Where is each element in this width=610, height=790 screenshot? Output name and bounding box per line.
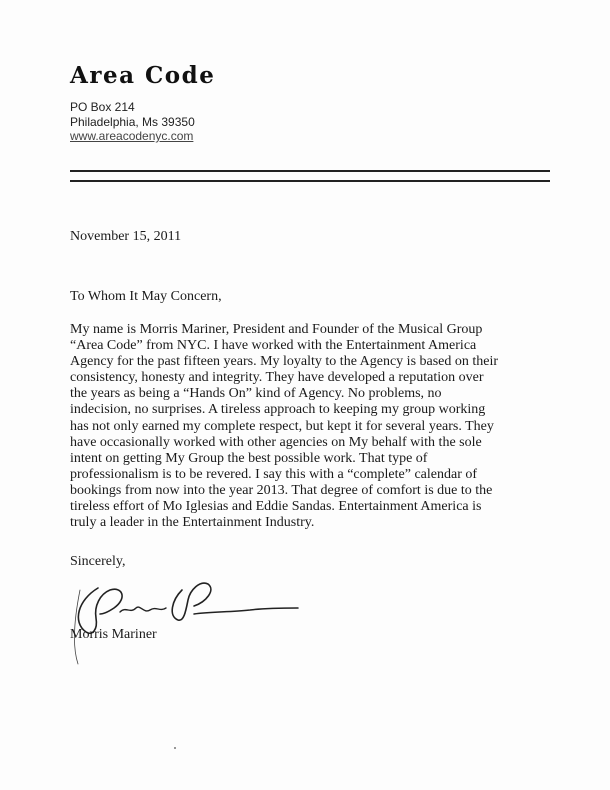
address-line-1: PO Box 214 (70, 100, 135, 114)
scan-speck (174, 747, 176, 749)
header-divider-bottom (70, 180, 550, 182)
website-link[interactable]: www.areacodenyc.com (70, 129, 194, 143)
closing: Sincerely, (70, 554, 126, 569)
signer-name: Morris Mariner (70, 627, 157, 642)
letterhead-address (70, 100, 195, 144)
header-divider-top (70, 170, 550, 172)
company-logo: Area Code (70, 62, 216, 89)
letter-body: My name is Morris Mariner, President and Founder of the Musical Group “Area Code” from NYC. I have worked with the Entertainment America Agency for the past fifteen years. My loyalty to the Agency is based on their consistency, honesty and integrity. They have developed a reputation over the years as being a “Hands On” kind of Agency. No problems, no indecision, no surprises. A tireless approach to keeping my group working has not only earned my complete respect, but kept it for several years. They have occasionally worked with other agencies on My behalf with the sole intent on getting My Group the best possible work. That type of professionalism is to be revered. I say this with a “complete” calendar of bookings from now into the year 2013. That degree of comfort is due to the tireless effort of Mo Iglesias and Eddie Sandas. Entertainment America is truly a leader in the Entertainment Industry. (70, 322, 499, 531)
address-line-2: Philadelphia, Ms 39350 (70, 114, 195, 129)
salutation: To Whom It May Concern, (70, 289, 222, 304)
handwritten-signature (70, 560, 310, 670)
letter-date: November 15, 2011 (70, 229, 182, 244)
